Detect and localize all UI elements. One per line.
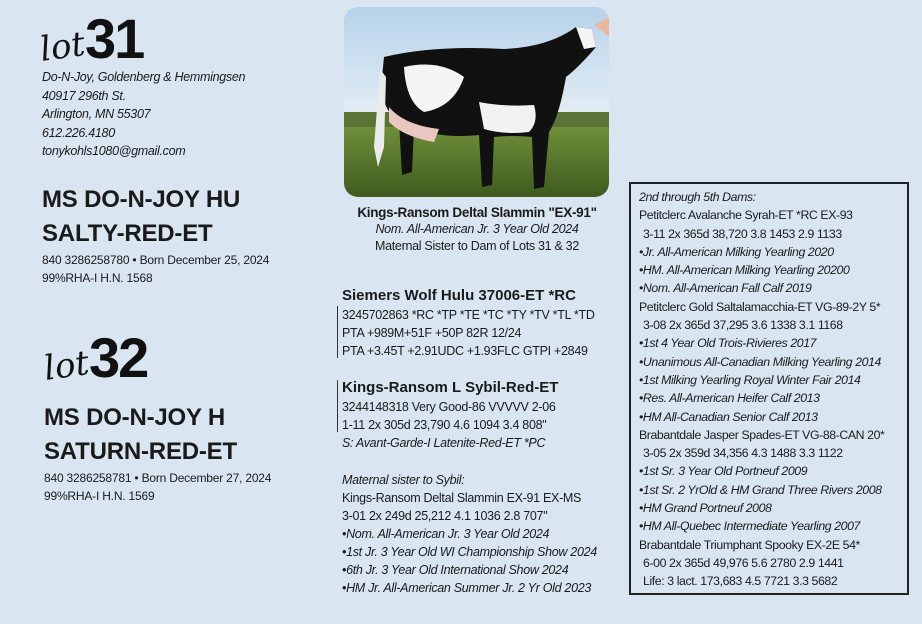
maternal-line: Kings-Ransom Deltal Slammin EX-91 EX-MS xyxy=(342,491,582,505)
award-line: •Unanimous All-Canadian Milking Yearling 2014 xyxy=(639,354,881,369)
award-line: •Res. All-American Heifer Calf 2013 xyxy=(639,391,820,406)
caption-title: Kings-Ransom Deltal Slammin "EX-91" xyxy=(357,205,597,220)
lot-number: 31 xyxy=(85,7,144,70)
animal-id-born: 840 3286258781 • Born December 27, 2024 xyxy=(44,471,272,485)
lot-32-animal xyxy=(44,401,271,505)
maternal-line: •6th Jr. 3 Year Old International Show 2024 xyxy=(342,563,569,577)
maternal-line: •1st Jr. 3 Year Old WI Championship Show 2024 xyxy=(342,545,597,559)
lot-32-heading xyxy=(41,325,148,390)
award-line: •Jr. All-American Milking Yearling 2020 xyxy=(639,244,834,259)
dam-name-line: Brabantdale Jasper Spades-ET VG-88-CAN 20* xyxy=(639,427,885,442)
cow-illustration xyxy=(344,7,609,197)
maternal-line: 3-01 2x 249d 25,212 4.1 1036 2.8 707" xyxy=(342,509,548,523)
award-line: •HM. All-American Milking Yearling 20200 xyxy=(639,263,850,278)
dam-line: 3244148318 Very Good-86 VVVVV 2-06 xyxy=(342,400,556,414)
dams-box xyxy=(629,182,909,595)
maternal-sister-block xyxy=(342,471,627,597)
caption-line: Maternal Sister to Dam of Lots 31 & 32 xyxy=(375,239,579,253)
sire-name: Siemers Wolf Hulu 37006-ET *RC xyxy=(342,287,576,304)
lot-word: lot xyxy=(37,24,88,70)
dams-heading: 2nd through 5th Dams: xyxy=(639,190,756,204)
consignor-address xyxy=(42,68,245,161)
award-line: •1st Sr. 3 Year Old Portneuf 2009 xyxy=(639,464,808,479)
maternal-line: •Nom. All-American Jr. 3 Year Old 2024 xyxy=(342,527,550,541)
address-line: 40917 296th St. xyxy=(42,88,126,103)
dam-block xyxy=(342,379,627,452)
dam-name-line: Brabantdale Triumphant Spooky EX-2E 54* xyxy=(639,537,860,552)
lot-word: lot xyxy=(41,343,92,389)
maternal-line: •HM Jr. All-American Summer Jr. 2 Yr Old 2023 xyxy=(342,581,592,595)
pedigree-bracket xyxy=(337,306,338,358)
dam-name-line: Petitclerc Gold Saltalamacchia-ET VG-89-2Y 5* xyxy=(639,299,881,314)
record-line: 3-08 2x 365d 37,295 3.6 1338 3.1 1168 xyxy=(643,318,843,333)
sire-block xyxy=(342,287,627,360)
dam-line: S: Avant-Garde-I Latenite-Red-ET *PC xyxy=(342,436,546,450)
lot-31-heading xyxy=(37,6,144,71)
dam-name-line: Petitclerc Avalanche Syrah-ET *RC EX-93 xyxy=(639,208,853,223)
animal-name-line2: SALTY-RED-ET xyxy=(42,220,213,247)
record-line: 3-11 2x 365d 38,720 3.8 1453 2.9 1133 xyxy=(643,226,842,241)
award-line: •1st 4 Year Old Trois-Rivieres 2017 xyxy=(639,336,817,351)
award-line: •1st Milking Yearling Royal Winter Fair 2014 xyxy=(639,372,861,387)
lot-31-animal xyxy=(42,183,269,287)
address-line: Do-N-Joy, Goldenberg & Hemmingsen xyxy=(42,70,246,84)
record-line: 6-00 2x 365d 49,976 5.6 2780 2.9 1441 xyxy=(643,555,844,570)
animal-rha-hn: 99%RHA-I H.N. 1568 xyxy=(42,271,153,285)
phone: 612.226.4180 xyxy=(42,125,115,140)
lifetime-line: Life: 3 lact. 173,683 4.5 7721 3.3 5682 xyxy=(643,574,838,589)
email[interactable]: tonykohls1080@gmail.com xyxy=(42,144,186,158)
award-line: •Nom. All-American Fall Calf 2019 xyxy=(639,281,812,296)
animal-id-born: 840 3286258780 • Born December 25, 2024 xyxy=(42,253,270,267)
cow-photo xyxy=(344,7,609,197)
animal-name-line2: SATURN-RED-ET xyxy=(44,438,237,465)
animal-name-line1: MS DO-N-JOY H xyxy=(44,404,225,431)
dam-line: 1-11 2x 305d 23,790 4.6 1094 3.4 808" xyxy=(342,418,547,432)
sire-line: PTA +3.45T +2.91UDC +1.93FLC GTPI +2849 xyxy=(342,344,588,358)
award-line: •HM All-Canadian Senior Calf 2013 xyxy=(639,409,818,424)
award-line: •1st Sr. 2 YrOld & HM Grand Three Rivers 2008 xyxy=(639,482,882,497)
award-line: •HM Grand Portneuf 2008 xyxy=(639,501,772,516)
lot-number: 32 xyxy=(89,326,148,389)
animal-name-line1: MS DO-N-JOY HU xyxy=(42,186,241,213)
dam-name: Kings-Ransom L Sybil-Red-ET xyxy=(342,379,559,396)
pedigree-bracket xyxy=(337,380,338,432)
animal-rha-hn: 99%RHA-I H.N. 1569 xyxy=(44,489,155,503)
sire-line: 3245702863 *RC *TP *TE *TC *TY *TV *TL *TD xyxy=(342,308,595,322)
record-line: 3-05 2x 359d 34,356 4.3 1488 3.3 1122 xyxy=(643,446,843,461)
award-line: •HM All-Quebec Intermediate Yearling 2007 xyxy=(639,519,860,534)
caption-line: Nom. All-American Jr. 3 Year Old 2024 xyxy=(375,222,579,236)
maternal-heading: Maternal sister to Sybil: xyxy=(342,473,465,487)
sire-line: PTA +989M+51F +50P 82R 12/24 xyxy=(342,326,522,340)
address-line: Arlington, MN 55307 xyxy=(42,107,151,121)
photo-caption xyxy=(330,204,624,255)
